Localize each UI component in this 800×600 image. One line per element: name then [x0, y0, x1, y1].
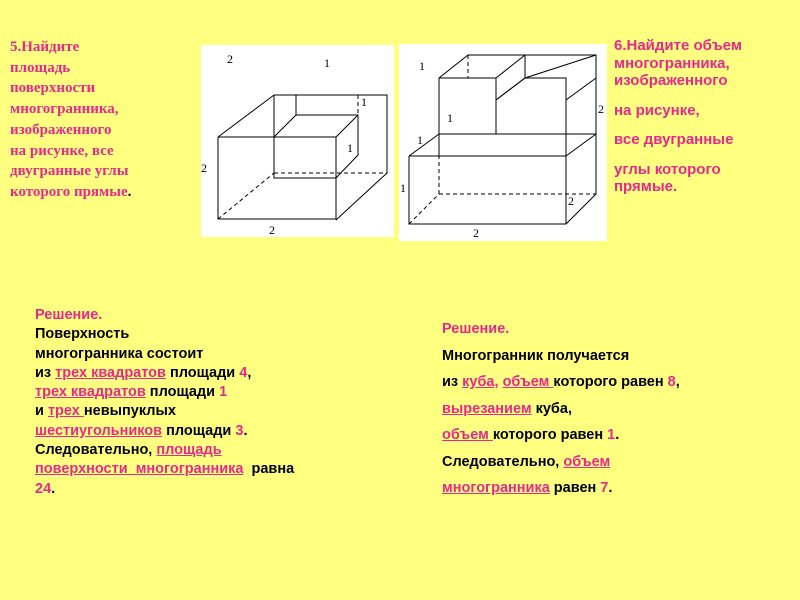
- text: куба,: [531, 400, 572, 417]
- text: равен: [549, 480, 601, 496]
- text: равна: [243, 461, 295, 478]
- solution-5-line: [35, 383, 415, 402]
- solution-6-line: [442, 396, 792, 423]
- problem-5-end-dot: .: [127, 183, 132, 200]
- link-term[interactable]: куба,: [462, 374, 499, 390]
- fig1-label: 1: [324, 56, 330, 70]
- fig2-label: 2: [568, 194, 574, 208]
- fig2-label: 1: [419, 59, 425, 73]
- text: Следовательно,: [442, 453, 564, 470]
- problem-6-line: изображенного: [614, 72, 728, 89]
- problem-6-line: на рисунке,: [614, 101, 700, 119]
- link-term[interactable]: объем: [502, 374, 554, 390]
- fig2-label: 1: [447, 111, 453, 125]
- text: площади: [165, 364, 240, 381]
- problem-5-line: многогранника,: [10, 101, 119, 118]
- link-term[interactable]: объем: [563, 453, 611, 470]
- link-term[interactable]: трех: [47, 403, 84, 420]
- value: 1: [219, 384, 228, 401]
- text: невыпуклых: [83, 403, 176, 420]
- link-term[interactable]: трех квадратов: [35, 384, 146, 401]
- text: .: [615, 427, 620, 443]
- text: ,: [675, 374, 680, 390]
- solution-6-line: [442, 475, 792, 502]
- solution-5-line: [35, 422, 415, 441]
- value: 7: [600, 480, 609, 496]
- solution-5-line: [35, 480, 415, 499]
- figure-2-polyhedron: [399, 44, 607, 241]
- text: .: [51, 480, 56, 497]
- solution-6-line: Многогранник получается: [442, 347, 630, 364]
- problem-5-line: изображенного: [10, 121, 112, 138]
- value: 3: [235, 422, 244, 439]
- solution-5-line: [35, 460, 415, 479]
- text: площади: [145, 384, 220, 401]
- text: площади: [162, 422, 236, 439]
- solution-5-heading: Решение.: [35, 307, 103, 323]
- problem-5-line: двугранные углы: [10, 163, 129, 180]
- solution-5-line: [35, 441, 415, 460]
- solution-5: [35, 306, 415, 499]
- solution-6-heading: Решение.: [442, 321, 510, 337]
- fig1-label: 1: [361, 95, 367, 109]
- fig1-label: 2: [269, 223, 275, 237]
- solution-5-line: многогранника состоит: [35, 345, 204, 362]
- link-term[interactable]: поверхности многогранника: [35, 461, 244, 478]
- problem-5-last-line: которого прямые: [10, 183, 128, 200]
- fig1-label: 1: [347, 141, 353, 155]
- problem-6-line: прямые.: [614, 178, 678, 195]
- value: 1: [607, 427, 616, 443]
- link-term[interactable]: площадь: [156, 442, 222, 459]
- figure-1-drawing: [201, 45, 394, 237]
- fig2-label: 1: [417, 133, 423, 147]
- problem-6-line: 6.Найдите объем: [614, 37, 742, 54]
- solution-5-line: [35, 402, 415, 421]
- problem-5-line: 5.Найдите: [10, 39, 80, 55]
- problem-6-line: углы которого: [614, 160, 721, 178]
- value: 4: [239, 364, 248, 381]
- problem-6-text: [614, 37, 800, 196]
- link-term[interactable]: вырезанием: [442, 400, 532, 417]
- text: которого равен: [553, 374, 668, 390]
- figure-2-drawing: [399, 44, 607, 241]
- fig2-label: 2: [598, 102, 604, 116]
- solution-5-line: [35, 364, 415, 383]
- link-term[interactable]: многогранника: [442, 480, 550, 496]
- problem-5-line: поверхности: [10, 80, 96, 97]
- solution-6: [442, 316, 792, 502]
- fig1-label: 2: [227, 52, 233, 66]
- figure-1-polyhedron: [201, 45, 394, 237]
- text: которого равен: [492, 427, 608, 443]
- text: Следовательно,: [35, 442, 157, 459]
- text: .: [608, 480, 613, 496]
- text: из: [35, 364, 56, 381]
- problem-6-line: многогранника,: [614, 54, 730, 72]
- fig1-label: 2: [201, 161, 207, 175]
- problem-5-line: на рисунке, все: [10, 142, 114, 159]
- right-back-edges: [274, 95, 387, 220]
- value: 8: [667, 374, 676, 390]
- text: ,: [247, 364, 252, 381]
- problem-5-text: [10, 37, 200, 203]
- solution-6-line: [442, 449, 792, 476]
- text: .: [243, 422, 248, 439]
- problem-6-line: все двугранные: [614, 131, 734, 148]
- fig2-label: 1: [400, 181, 406, 195]
- solution-6-line: [442, 422, 792, 449]
- problem-5-line: площадь: [10, 59, 71, 76]
- solution-6-line: [442, 369, 792, 396]
- problem-5-line: [10, 182, 200, 203]
- value: 24: [35, 480, 52, 497]
- solution-5-line: Поверхность: [35, 326, 130, 343]
- link-term[interactable]: трех квадратов: [55, 364, 166, 381]
- text: и: [35, 403, 48, 420]
- text: из: [442, 374, 463, 390]
- link-term[interactable]: объем: [442, 427, 493, 443]
- link-term[interactable]: шестиугольников: [35, 422, 163, 439]
- fig2-label: 2: [473, 226, 479, 240]
